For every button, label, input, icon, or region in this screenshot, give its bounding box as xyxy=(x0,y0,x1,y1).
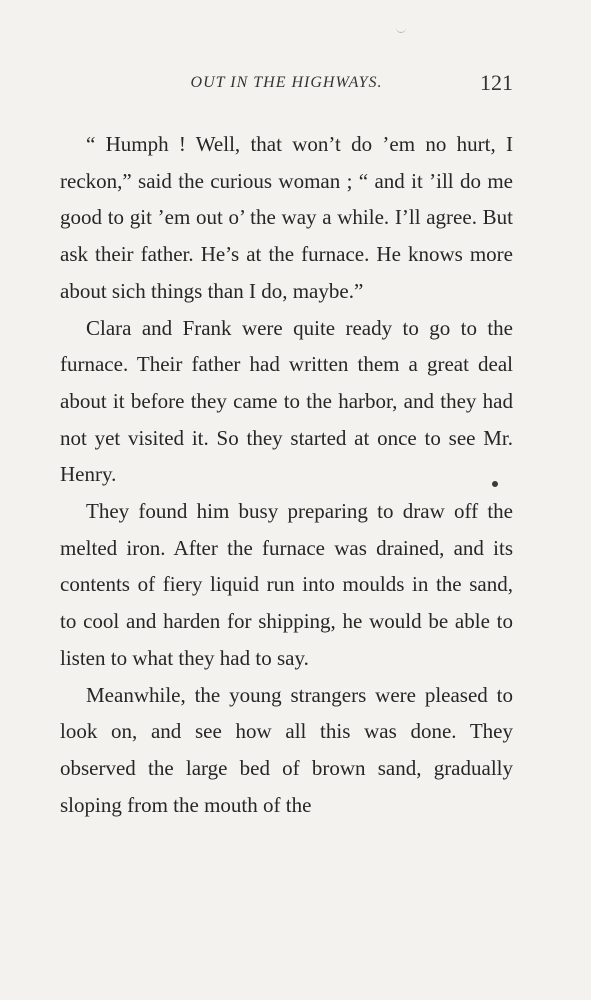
page-header xyxy=(60,70,513,100)
page-number: 121 xyxy=(480,70,513,95)
paragraph-3: They found him busy preparing to draw off the melted iron. After the furnace was drained, and its contents of fiery liquid run into moulds in the sand, to cool and harden for shipping, he would be able to listen to what they had to say. xyxy=(60,499,513,670)
page-smudge xyxy=(396,28,406,33)
running-title: OUT IN THE HIGHWAYS. xyxy=(190,74,383,91)
ink-dot xyxy=(492,481,498,487)
paragraph-1: “ Humph ! Well, that won’t do ’em no hurt, I reckon,” said the curious woman ; “ and it ’ill do me good to git ’em out o’ the way a while. I’ll agree. But ask their father. He’s at the furnace. He knows more about sich things than I do, maybe.” xyxy=(60,132,513,303)
paragraph-4: Meanwhile, the young strangers were pleased to look on, and see how all this was done. They observed the large bed of brown sand, gradually sloping from the mouth of the xyxy=(60,682,513,817)
paragraph-2: Clara and Frank were quite ready to go to the furnace. Their father had written them a great deal about it before they came to the harbor, and they had not yet visited it. So they started at once to see Mr. Henry. xyxy=(60,315,513,487)
page-body xyxy=(60,126,513,823)
